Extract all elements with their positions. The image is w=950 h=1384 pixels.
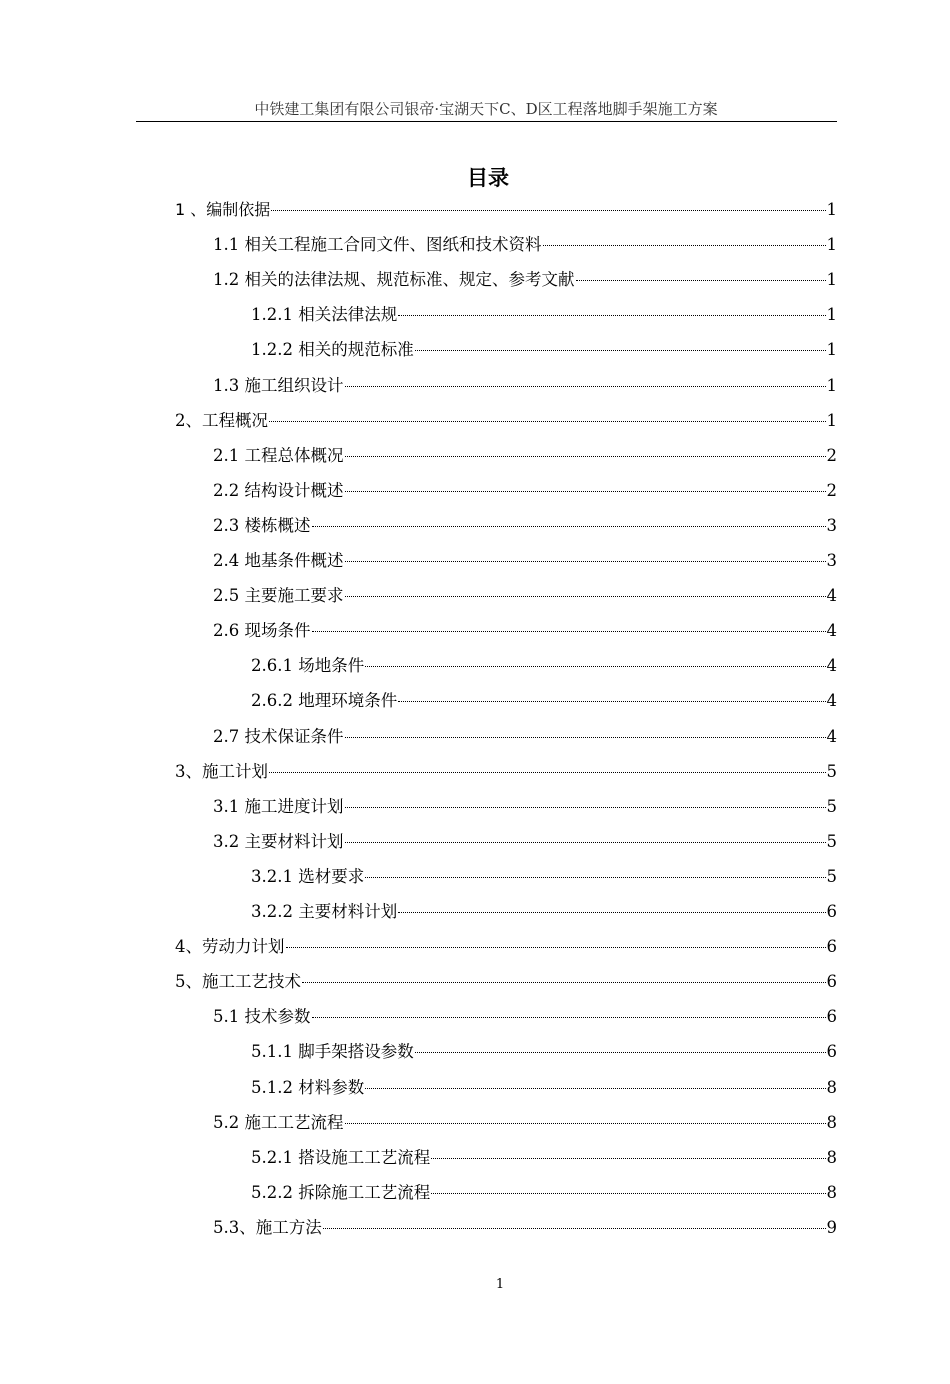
toc-entry-title: 2.1 工程总体概况: [213, 445, 344, 465]
toc-entry-page: 8: [826, 1147, 837, 1167]
toc-entry-page: 1: [826, 305, 837, 325]
toc-dot-leader: [576, 279, 826, 281]
toc-dot-leader: [543, 244, 826, 246]
toc-entry-page: 6: [826, 972, 837, 992]
toc-entry-page: 9: [826, 1217, 837, 1237]
toc-entry-title: 1 、编制依据: [175, 200, 271, 219]
toc-dot-leader: [415, 349, 826, 351]
toc-entry-title: 1.2.1 相关法律法规: [251, 305, 398, 325]
toc-dot-leader: [269, 771, 826, 773]
toc-entry[interactable]: [213, 266, 837, 294]
toc-entry-page: 8: [826, 1182, 837, 1202]
toc-entry[interactable]: [213, 512, 837, 540]
toc-entry-page: 8: [826, 1077, 837, 1097]
toc-dot-leader: [398, 700, 825, 702]
toc-entry-page: 5: [826, 866, 837, 886]
toc-entry[interactable]: [251, 687, 837, 715]
toc-entry-title: 5.2.1 搭设施工工艺流程: [251, 1147, 431, 1167]
toc-entry-title: 2.2 结构设计概述: [213, 480, 344, 500]
page-number: 1: [495, 1277, 505, 1292]
toc-entry[interactable]: [251, 1074, 837, 1102]
toc-entry-page: 4: [826, 656, 837, 676]
toc-entry-title: 5.1.1 脚手架搭设参数: [251, 1042, 414, 1062]
toc-entry-title: 1.2.2 相关的规范标准: [251, 340, 414, 360]
toc-entry[interactable]: [251, 1179, 837, 1207]
toc-entry[interactable]: [213, 793, 837, 821]
toc-entry-page: 6: [826, 1007, 837, 1027]
toc-title: 目录: [467, 166, 509, 190]
toc-dot-leader: [345, 490, 826, 492]
toc-entry-page: 2: [826, 480, 837, 500]
toc-entry-title: 5.1.2 材料参数: [251, 1077, 365, 1097]
toc-entry-page: 6: [826, 902, 837, 921]
toc-dot-leader: [345, 806, 826, 808]
toc-dot-leader: [271, 209, 825, 211]
toc-entry[interactable]: [175, 758, 837, 786]
toc-dot-leader: [312, 525, 826, 527]
toc-entry-title: 2.6.2 地理环境条件: [251, 691, 398, 711]
toc-entry-title: 2.6 现场条件: [213, 621, 311, 641]
toc-entry-title: 2.6.1 场地条件: [251, 656, 365, 676]
toc-entry[interactable]: [251, 863, 837, 891]
toc-entry[interactable]: [213, 477, 837, 505]
toc-entry-title: 1.1 相关工程施工合同文件、图纸和技术资料: [213, 235, 542, 255]
toc-entry-page: 8: [826, 1112, 837, 1132]
toc-entry-title: 5.3、施工方法: [213, 1217, 322, 1237]
toc-entry-page: 1: [826, 200, 837, 219]
toc-entry[interactable]: [213, 1109, 837, 1137]
toc-dot-leader: [345, 560, 826, 562]
toc-entry-title: 2.3 楼栋概述: [213, 515, 311, 535]
toc-entry-page: 5: [826, 761, 837, 781]
toc-dot-leader: [312, 630, 826, 632]
toc-entry[interactable]: [213, 231, 837, 259]
toc-entry-page: 1: [826, 410, 837, 430]
toc-entry[interactable]: [213, 828, 837, 856]
toc-entry-page: 1: [826, 375, 837, 395]
toc-entry[interactable]: [213, 582, 837, 610]
toc-dot-leader: [365, 665, 825, 667]
toc-entry-title: 3、施工计划: [175, 761, 268, 781]
toc-dot-leader: [431, 1192, 825, 1194]
toc-dot-leader: [323, 1227, 826, 1229]
toc-entry-page: 3: [826, 515, 837, 535]
toc-dot-leader: [365, 876, 825, 878]
toc-entry-title: 2.7 技术保证条件: [213, 726, 344, 746]
toc-entry-title: 3.2.1 选材要求: [251, 866, 365, 886]
toc-dot-leader: [345, 455, 826, 457]
toc-entry-page: 4: [826, 621, 837, 641]
toc-dot-leader: [345, 595, 826, 597]
toc-entry-page: 3: [826, 551, 837, 570]
toc-entry[interactable]: [251, 301, 837, 329]
toc-entry-title: 5.2.2 拆除施工工艺流程: [251, 1182, 431, 1202]
toc-entry[interactable]: [175, 968, 837, 996]
toc-dot-leader: [431, 1157, 825, 1159]
toc-entry-page: 6: [826, 1042, 837, 1062]
toc-entry-title: 5.2 施工工艺流程: [213, 1112, 344, 1132]
toc-entry[interactable]: [175, 933, 837, 961]
toc-entry[interactable]: [251, 336, 837, 364]
toc-entry-page: 4: [826, 726, 837, 746]
toc-entry[interactable]: [213, 442, 837, 470]
toc-dot-leader: [345, 385, 826, 387]
header-rule: [136, 121, 837, 122]
toc-entry-title: 3.2.2 主要材料计划: [251, 902, 398, 921]
toc-dot-leader: [269, 420, 826, 422]
toc-entry-title: 2、工程概况: [175, 410, 268, 430]
toc-entry[interactable]: [251, 898, 837, 926]
toc-dot-leader: [415, 1051, 826, 1053]
toc-entry-page: 2: [826, 445, 837, 465]
toc-entry-title: 2.5 主要施工要求: [213, 586, 344, 606]
toc-entry[interactable]: [213, 547, 837, 575]
toc-entry[interactable]: [213, 372, 837, 400]
toc-entry-title: 1.3 施工组织设计: [213, 375, 344, 395]
toc-dot-leader: [345, 841, 826, 843]
toc-dot-leader: [398, 911, 825, 913]
toc-entry[interactable]: [251, 652, 837, 680]
toc-dot-leader: [312, 1016, 826, 1018]
toc-dot-leader: [302, 981, 826, 983]
toc-entry[interactable]: [175, 407, 837, 435]
toc-entry-title: 3.1 施工进度计划: [213, 796, 344, 816]
toc-entry-page: 1: [826, 235, 837, 255]
toc-entry-title: 1.2 相关的法律法规、规范标准、规定、参考文献: [213, 270, 575, 290]
toc-entry-page: 1: [826, 340, 837, 360]
toc-entry-title: 4、劳动力计划: [175, 937, 285, 957]
toc-entry[interactable]: [213, 723, 837, 751]
toc-dot-leader: [398, 314, 825, 316]
toc-entry-title: 3.2 主要材料计划: [213, 831, 344, 851]
toc-dot-leader: [365, 1087, 825, 1089]
toc-entry[interactable]: [213, 1214, 837, 1242]
toc-entry-page: 6: [826, 937, 837, 957]
toc-dot-leader: [286, 946, 826, 948]
toc-entry[interactable]: [175, 196, 837, 224]
toc-entry-title: 5、施工工艺技术: [175, 972, 301, 992]
toc-entry-page: 1: [826, 270, 837, 290]
toc-entry-page: 5: [826, 796, 837, 816]
toc-dot-leader: [345, 736, 826, 738]
toc-entry-page: 5: [826, 831, 837, 851]
toc-entry-title: 5.1 技术参数: [213, 1007, 311, 1027]
page-header: 中铁建工集团有限公司银帝·宝湖天下C、D区工程落地脚手架施工方案: [254, 100, 718, 118]
toc-dot-leader: [345, 1122, 826, 1124]
toc-entry[interactable]: [213, 1003, 837, 1031]
toc-entry-title: 2.4 地基条件概述: [213, 551, 344, 570]
toc-entry[interactable]: [251, 1144, 837, 1172]
toc-entry-page: 4: [826, 691, 837, 711]
toc-entry-page: 4: [826, 586, 837, 606]
toc-entry[interactable]: [213, 617, 837, 645]
toc-entry[interactable]: [251, 1038, 837, 1066]
